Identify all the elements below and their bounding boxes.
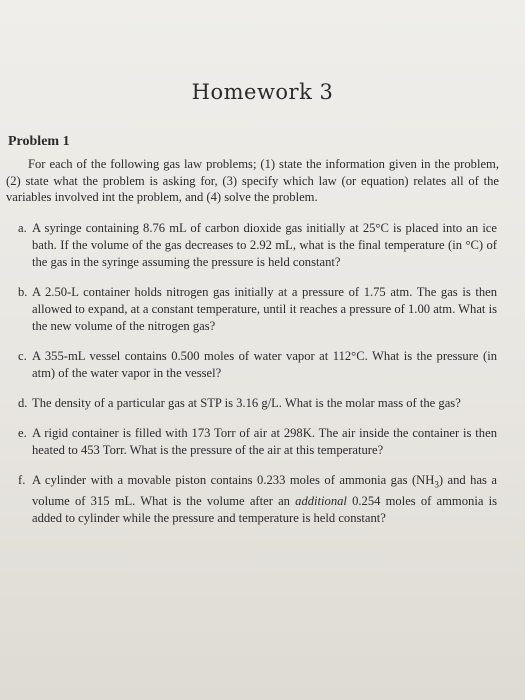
list-item-c	[18, 348, 497, 382]
problem-heading: Problem 1	[8, 134, 70, 149]
item-text: The density of a particular gas at STP is 3.16 g/L. What is the molar mass of the gas?	[32, 395, 461, 410]
item-text: A rigid container is filled with 173 Torr of air at 298K. The air inside the container is then heated to 453 Torr. What is the pressure of the air at this temperature?	[32, 425, 497, 457]
list-item-d	[18, 395, 497, 412]
item-text-post: 0.254 moles of ammonia is added to cylinder while the pressure and temperature is held constant?	[32, 494, 497, 526]
problem-intro: For each of the following gas law problems; (1) state the information given in the problem, (2) state what the problem is asking for, (3) specify which law (or equation) relates all of the variables involved int the problem, and (4) solve the problem.	[6, 157, 499, 204]
list-item-b	[18, 284, 497, 335]
list-item-f	[18, 472, 497, 528]
item-marker: c.	[18, 348, 27, 363]
item-text-pre: A cylinder with a movable piston contains 0.233 moles of ammonia gas (NH	[32, 472, 435, 487]
item-marker: b.	[18, 284, 28, 299]
item-marker: e.	[18, 425, 27, 440]
item-text: A 2.50-L container holds nitrogen gas initially at a pressure of 1.75 atm. The gas is then allowed to expand, at a constant temperature, until it reaches a pressure of 1.00 atm. What is the new volume of the nitrogen gas?	[32, 284, 497, 333]
item-text-mid: ) and has a volume of 315 mL. What is the volume after an	[32, 472, 497, 509]
subscript: 3	[434, 479, 439, 490]
item-text: A syringe containing 8.76 mL of carbon dioxide gas initially at 25°C is placed into an ice bath. If the volume of the gas decreases to 2.92 mL, what is the final temperature (in °C) of the gas in the syringe assuming the pressure is held constant?	[32, 220, 497, 269]
item-text	[32, 472, 497, 528]
item-text: A 355-mL vessel contains 0.500 moles of water vapor at 112°C. What is the pressure (in atm) of the water vapor in the vessel?	[32, 348, 497, 380]
list-item-e	[18, 425, 497, 459]
item-marker: a.	[18, 220, 27, 235]
item-marker: d.	[18, 395, 28, 410]
item-marker: f.	[18, 472, 26, 487]
list-item-a	[18, 220, 497, 271]
page-title: Homework 3	[191, 80, 334, 104]
problem-list	[18, 220, 497, 528]
emphasis-text: additional	[295, 494, 347, 509]
